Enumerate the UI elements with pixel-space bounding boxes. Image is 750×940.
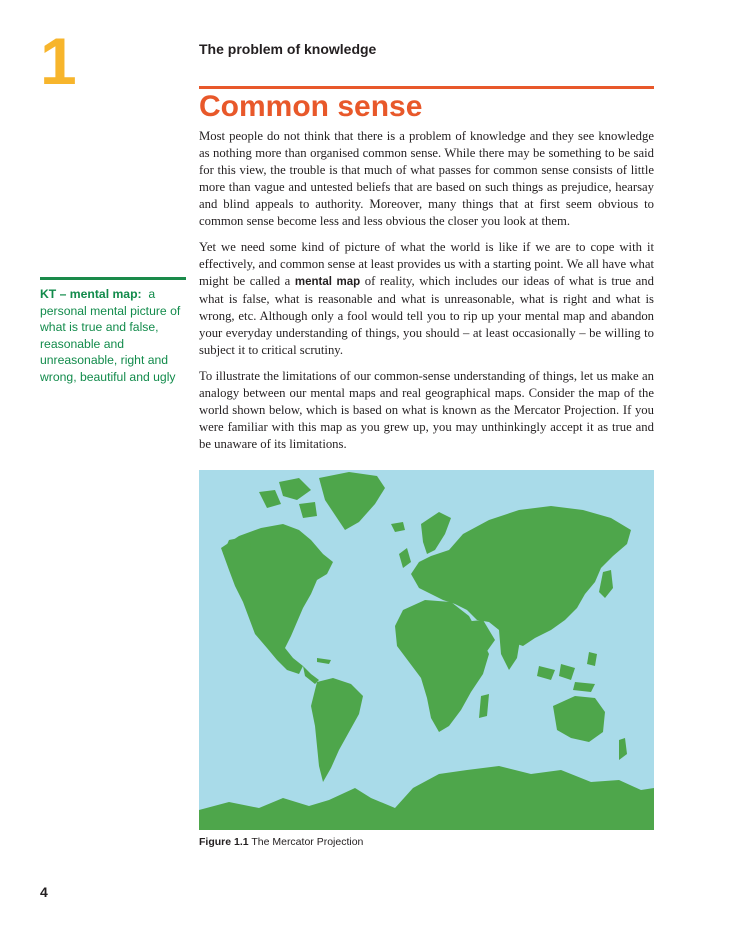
world-map-illustration bbox=[199, 470, 654, 830]
new-zealand bbox=[619, 738, 627, 760]
madagascar bbox=[479, 694, 489, 718]
key-term-definition: a personal mental picture of what is true and false, reasonable and unreasonable, right and wrong, beautiful and ugly bbox=[40, 287, 181, 384]
paragraph-2-end: of reality, which includes our ideas of what is true and what is false, what is reasonable and what is unreasonable, what is right and what is wrong, etc. Although only a fool would tell you to rip up your mental map and abandon your everyday understanding of things, you should – at least occasionally – be willing to subject it to critical scrutiny. bbox=[199, 274, 654, 357]
paragraph-3: To illustrate the limitations of our common-sense understanding of things, let us make an analogy between our mental maps and real geographical maps. Consider the map of the world shown below, which is based on what is known as the Mercator Projection. If you were familiar with this map as you grew up, you may unthinkingly accept it as true and be unaware of its limitations. bbox=[199, 369, 654, 451]
greenland bbox=[319, 472, 385, 530]
figure-caption-text: The Mercator Projection bbox=[251, 836, 364, 848]
figure-label: Figure 1.1 bbox=[199, 836, 249, 848]
paragraph-2-start: Yet we need some kind of picture of what the world is like if we are to cope with it effectively, and common sense at least provides us with a starting point. We all have what might be called a bbox=[199, 240, 654, 288]
body-text bbox=[199, 128, 654, 462]
south-america bbox=[311, 678, 363, 782]
section-title: Common sense bbox=[199, 90, 423, 123]
australia bbox=[553, 696, 605, 742]
india bbox=[499, 630, 521, 670]
paragraph-2 bbox=[199, 239, 654, 359]
antarctica bbox=[199, 766, 654, 830]
key-term-label: KT – mental map: bbox=[40, 287, 142, 301]
key-term-rule bbox=[40, 277, 186, 280]
figure-caption bbox=[199, 836, 363, 848]
arctic-islands bbox=[259, 478, 317, 518]
key-term-mental-map: mental map bbox=[294, 276, 361, 288]
southeast-asia-islands bbox=[537, 652, 597, 692]
africa bbox=[395, 600, 489, 732]
key-term-box bbox=[40, 286, 186, 385]
scandinavia bbox=[421, 512, 451, 554]
iceland bbox=[391, 522, 405, 532]
paragraph-1: Most people do not think that there is a problem of knowledge and they see knowledge as nothing more than organised common sense. While there may be something to be said for this view, the trouble is that much of what passes for common sense consists of little more than vague and untested beliefs that are based on such things as prejudice, hearsay and blind appeals to authority. Moreover, many things that at first seem obvious to common sense become less and less obvious the closer you look at them. bbox=[199, 129, 654, 228]
mercator-world-map bbox=[199, 470, 654, 830]
british-isles bbox=[399, 548, 411, 568]
page-number: 4 bbox=[40, 884, 48, 900]
japan bbox=[599, 570, 613, 598]
running-head: The problem of knowledge bbox=[199, 41, 377, 57]
chapter-number: 1 bbox=[40, 24, 77, 98]
